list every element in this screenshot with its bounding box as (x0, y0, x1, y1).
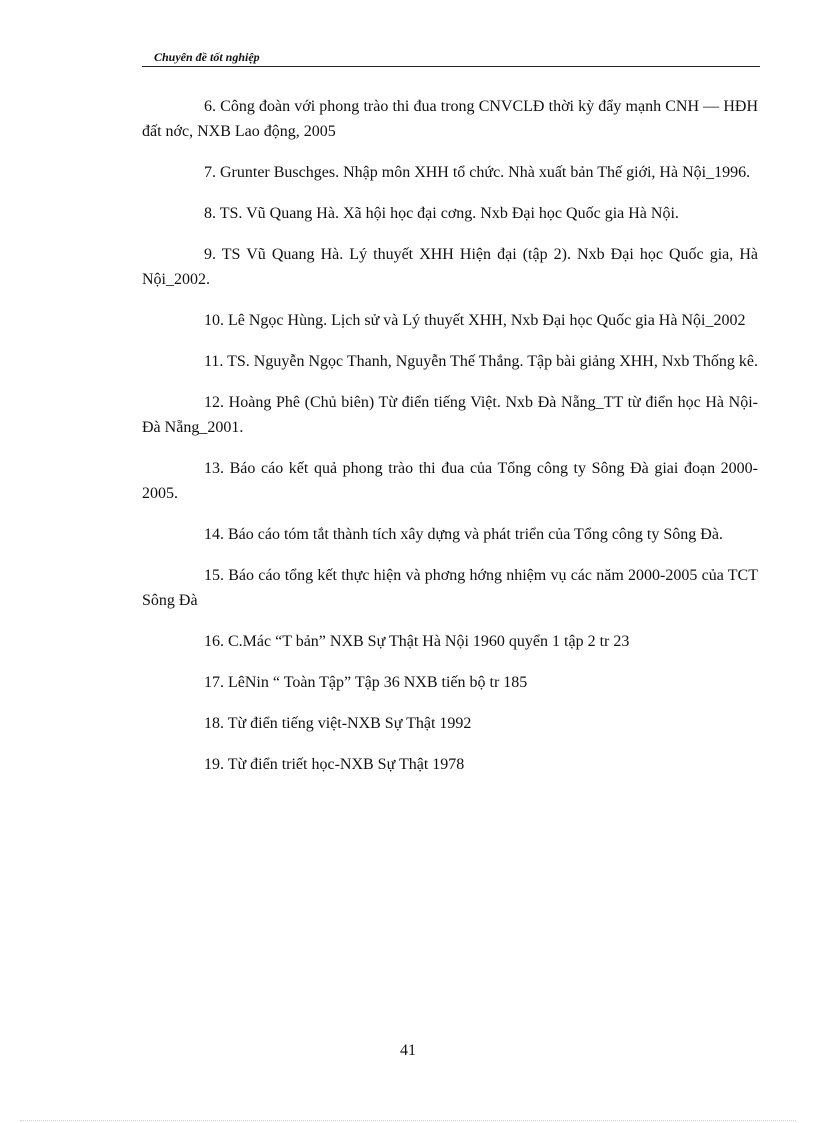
reference-item: 16. C.Mác “T bản” NXB Sự Thật Hà Nội 1960 quyển 1 tập 2 tr 23 (204, 633, 630, 650)
reference-item: 12. Hoàng Phê (Chủ biên) Từ điển tiếng Việt. Nxb Đà Nẵng_TT từ điển học Hà Nội-Đà Nẵng_2001. (142, 394, 758, 436)
page-number: 41 (400, 1042, 416, 1059)
reference-item: 9. TS Vũ Quang Hà. Lý thuyết XHH Hiện đại (tập 2). Nxb Đại học Quốc gia, Hà Nội_2002. (142, 246, 758, 288)
reference-item: 13. Báo cáo kết quả phong trào thi đua của Tổng công ty Sông Đà giai đoạn 2000-2005. (142, 460, 758, 502)
reference-item: 10. Lê Ngọc Hùng. Lịch sử và Lý thuyết XHH, Nxb Đại học Quốc gia Hà Nội_2002 (204, 312, 746, 329)
reference-item: 15. Báo cáo tổng kết thực hiện và phơng hớng nhiệm vụ các năm 2000-2005 của TCT Sông Đà (142, 567, 758, 609)
reference-item: 11. TS. Nguyễn Ngọc Thanh, Nguyễn Thế Thắng. Tập bài giảng XHH, Nxb Thống kê. (204, 353, 758, 370)
reference-item: 17. LêNin “ Toàn Tập” Tập 36 NXB tiến bộ tr 185 (204, 674, 528, 691)
header-title: Chuyên đề tốt nghiệp (154, 50, 260, 64)
reference-list (142, 94, 758, 793)
reference-item: 8. TS. Vũ Quang Hà. Xã hội học đại cơng. Nxb Đại học Quốc gia Hà Nội. (204, 205, 679, 222)
page-header (142, 48, 760, 67)
reference-item: 18. Từ điển tiếng việt-NXB Sự Thật 1992 (204, 715, 472, 732)
reference-item: 7. Grunter Buschges. Nhập môn XHH tổ chức. Nhà xuất bản Thế giới, Hà Nội_1996. (204, 164, 751, 181)
reference-item: 14. Báo cáo tóm tắt thành tích xây dựng và phát triển của Tổng công ty Sông Đà. (204, 526, 723, 543)
reference-item: 6. Công đoàn với phong trào thi đua trong CNVCLĐ thời kỳ đẩy mạnh CNH — HĐH đất nớc, NXB Lao động, 2005 (142, 98, 758, 140)
reference-item: 19. Từ điển triết học-NXB Sự Thật 1978 (204, 756, 465, 773)
footer-divider (20, 1120, 796, 1121)
